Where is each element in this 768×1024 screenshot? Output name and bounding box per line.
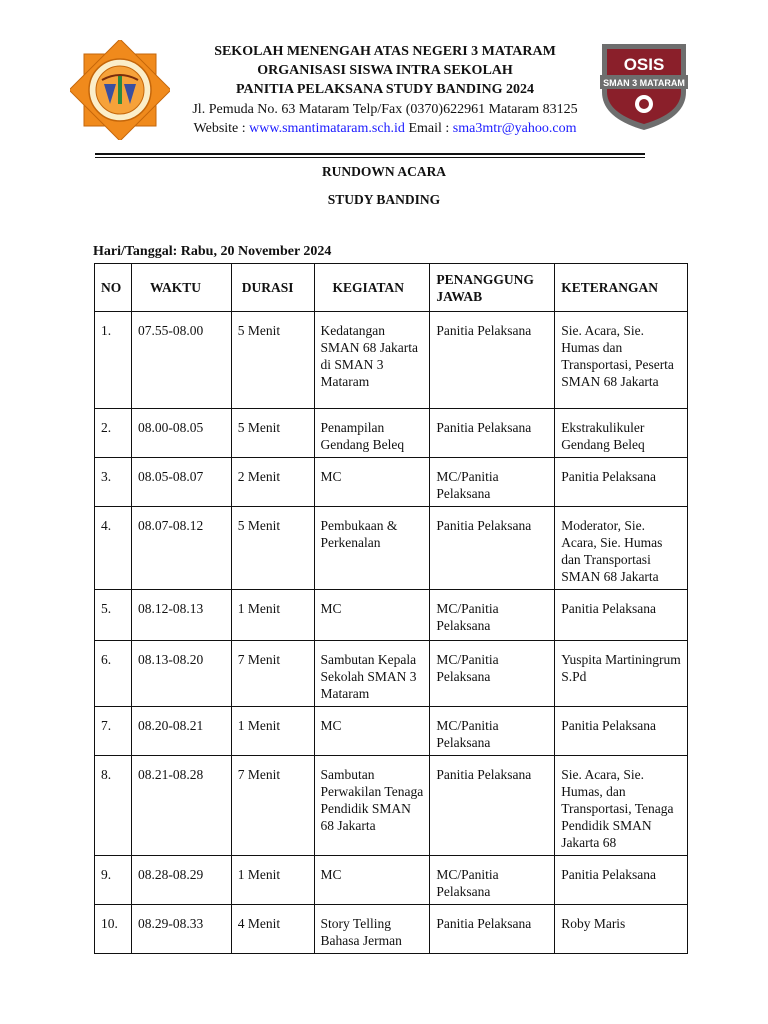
cell-penanggung-jawab: MC/Panitia Pelaksana — [430, 458, 555, 507]
table-row — [95, 409, 688, 458]
table-row — [95, 507, 688, 590]
osis-logo-title: OSIS — [623, 55, 665, 74]
cell-kegiatan: MC — [314, 707, 430, 756]
cell-durasi: 2 Menit — [231, 458, 314, 507]
cell-no: 8. — [95, 756, 132, 856]
address-line: Jl. Pemuda No. 63 Mataram Telp/Fax (0370)622961 Mataram 83125 — [192, 102, 578, 117]
header-waktu: WAKTU — [131, 264, 231, 312]
document-title: RUNDOWN ACARA — [321, 164, 447, 179]
cell-keterangan: Panitia Pelaksana — [555, 856, 688, 905]
osis-logo — [596, 40, 692, 132]
cell-no: 5. — [95, 590, 132, 641]
cell-no: 2. — [95, 409, 132, 458]
cell-no: 10. — [95, 905, 132, 954]
cell-kegiatan: MC — [314, 458, 430, 507]
cell-kegiatan: Kedatangan SMAN 68 Jakarta di SMAN 3 Mataram — [314, 312, 430, 409]
header-kegiatan: KEGIATAN — [314, 264, 430, 312]
header-penanggung-jawab: PENANGGUNG JAWAB — [430, 264, 555, 312]
cell-penanggung-jawab: Panitia Pelaksana — [430, 756, 555, 856]
cell-waktu: 08.13-08.20 — [131, 641, 231, 707]
cell-kegiatan: Sambutan Perwakilan Tenaga Pendidik SMAN 68 Jakarta — [314, 756, 430, 856]
header-divider — [95, 153, 645, 155]
header-divider-thin — [95, 157, 645, 158]
cell-waktu: 08.07-08.12 — [131, 507, 231, 590]
cell-durasi: 1 Menit — [231, 856, 314, 905]
cell-kegiatan: MC — [314, 590, 430, 641]
cell-kegiatan: Pembukaan & Perkenalan — [314, 507, 430, 590]
table-row — [95, 756, 688, 856]
date-line: Hari/Tanggal: Rabu, 20 November 2024 — [93, 244, 332, 259]
cell-durasi: 4 Menit — [231, 905, 314, 954]
cell-keterangan: Panitia Pelaksana — [555, 458, 688, 507]
cell-keterangan: Yuspita Martiningrum S.Pd — [555, 641, 688, 707]
cell-durasi: 1 Menit — [231, 590, 314, 641]
cell-no: 7. — [95, 707, 132, 756]
cell-waktu: 08.00-08.05 — [131, 409, 231, 458]
cell-waktu: 08.28-08.29 — [131, 856, 231, 905]
cell-no: 9. — [95, 856, 132, 905]
cell-penanggung-jawab: MC/Panitia Pelaksana — [430, 856, 555, 905]
cell-keterangan: Panitia Pelaksana — [555, 590, 688, 641]
table-row — [95, 458, 688, 507]
cell-keterangan: Ekstrakulikuler Gendang Beleq — [555, 409, 688, 458]
organization-name: ORGANISASI SISWA INTRA SEKOLAH — [257, 63, 513, 78]
rundown-table — [94, 263, 688, 954]
cell-kegiatan: Story Telling Bahasa Jerman — [314, 905, 430, 954]
cell-waktu: 08.20-08.21 — [131, 707, 231, 756]
cell-waktu: 08.12-08.13 — [131, 590, 231, 641]
header-durasi: DURASI — [231, 264, 314, 312]
cell-kegiatan: Penampilan Gendang Beleq — [314, 409, 430, 458]
cell-waktu: 08.29-08.33 — [131, 905, 231, 954]
letterhead — [160, 42, 610, 138]
table-row — [95, 905, 688, 954]
cell-keterangan: Roby Maris — [555, 905, 688, 954]
cell-durasi: 7 Menit — [231, 641, 314, 707]
cell-penanggung-jawab: Panitia Pelaksana — [430, 905, 555, 954]
cell-durasi: 5 Menit — [231, 507, 314, 590]
cell-keterangan: Sie. Acara, Sie. Humas dan Transportasi, Peserta SMAN 68 Jakarta — [555, 312, 688, 409]
cell-penanggung-jawab: Panitia Pelaksana — [430, 312, 555, 409]
document-subtitle: STUDY BANDING — [327, 192, 441, 207]
contact-line — [160, 119, 610, 138]
table-row — [95, 312, 688, 409]
table-row — [95, 590, 688, 641]
cell-durasi: 7 Menit — [231, 756, 314, 856]
table-row — [95, 641, 688, 707]
header-keterangan: KETERANGAN — [555, 264, 688, 312]
table-row — [95, 856, 688, 905]
cell-penanggung-jawab: Panitia Pelaksana — [430, 507, 555, 590]
cell-keterangan: Moderator, Sie. Acara, Sie. Humas dan Transportasi SMAN 68 Jakarta — [555, 507, 688, 590]
cell-penanggung-jawab: MC/Panitia Pelaksana — [430, 590, 555, 641]
email-label: Email : — [404, 121, 453, 136]
school-emblem-logo — [70, 40, 170, 140]
cell-penanggung-jawab: MC/Panitia Pelaksana — [430, 641, 555, 707]
cell-no: 3. — [95, 458, 132, 507]
cell-kegiatan: Sambutan Kepala Sekolah SMAN 3 Mataram — [314, 641, 430, 707]
school-name: SEKOLAH MENENGAH ATAS NEGERI 3 MATARAM — [214, 44, 556, 59]
osis-logo-school: SMAN 3 MATARAM — [603, 78, 685, 88]
website-label: Website : — [193, 121, 250, 136]
cell-waktu: 07.55-08.00 — [131, 312, 231, 409]
cell-keterangan: Sie. Acara, Sie. Humas, dan Transportasi, Tenaga Pendidik SMAN Jakarta 68 — [555, 756, 688, 856]
cell-penanggung-jawab: Panitia Pelaksana — [430, 409, 555, 458]
cell-keterangan: Panitia Pelaksana — [555, 707, 688, 756]
table-header-row — [95, 264, 688, 312]
cell-kegiatan: MC — [314, 856, 430, 905]
cell-durasi: 1 Menit — [231, 707, 314, 756]
cell-waktu: 08.05-08.07 — [131, 458, 231, 507]
cell-no: 6. — [95, 641, 132, 707]
cell-no: 4. — [95, 507, 132, 590]
cell-durasi: 5 Menit — [231, 312, 314, 409]
cell-waktu: 08.21-08.28 — [131, 756, 231, 856]
cell-penanggung-jawab: MC/Panitia Pelaksana — [430, 707, 555, 756]
table-row — [95, 707, 688, 756]
cell-durasi: 5 Menit — [231, 409, 314, 458]
email-link[interactable]: sma3mtr@yahoo.com — [452, 121, 577, 136]
cell-no: 1. — [95, 312, 132, 409]
header-no: NO — [95, 264, 132, 312]
website-link[interactable]: www.smantimataram.sch.id — [249, 121, 405, 136]
committee-name: PANITIA PELAKSANA STUDY BANDING 2024 — [236, 82, 534, 97]
